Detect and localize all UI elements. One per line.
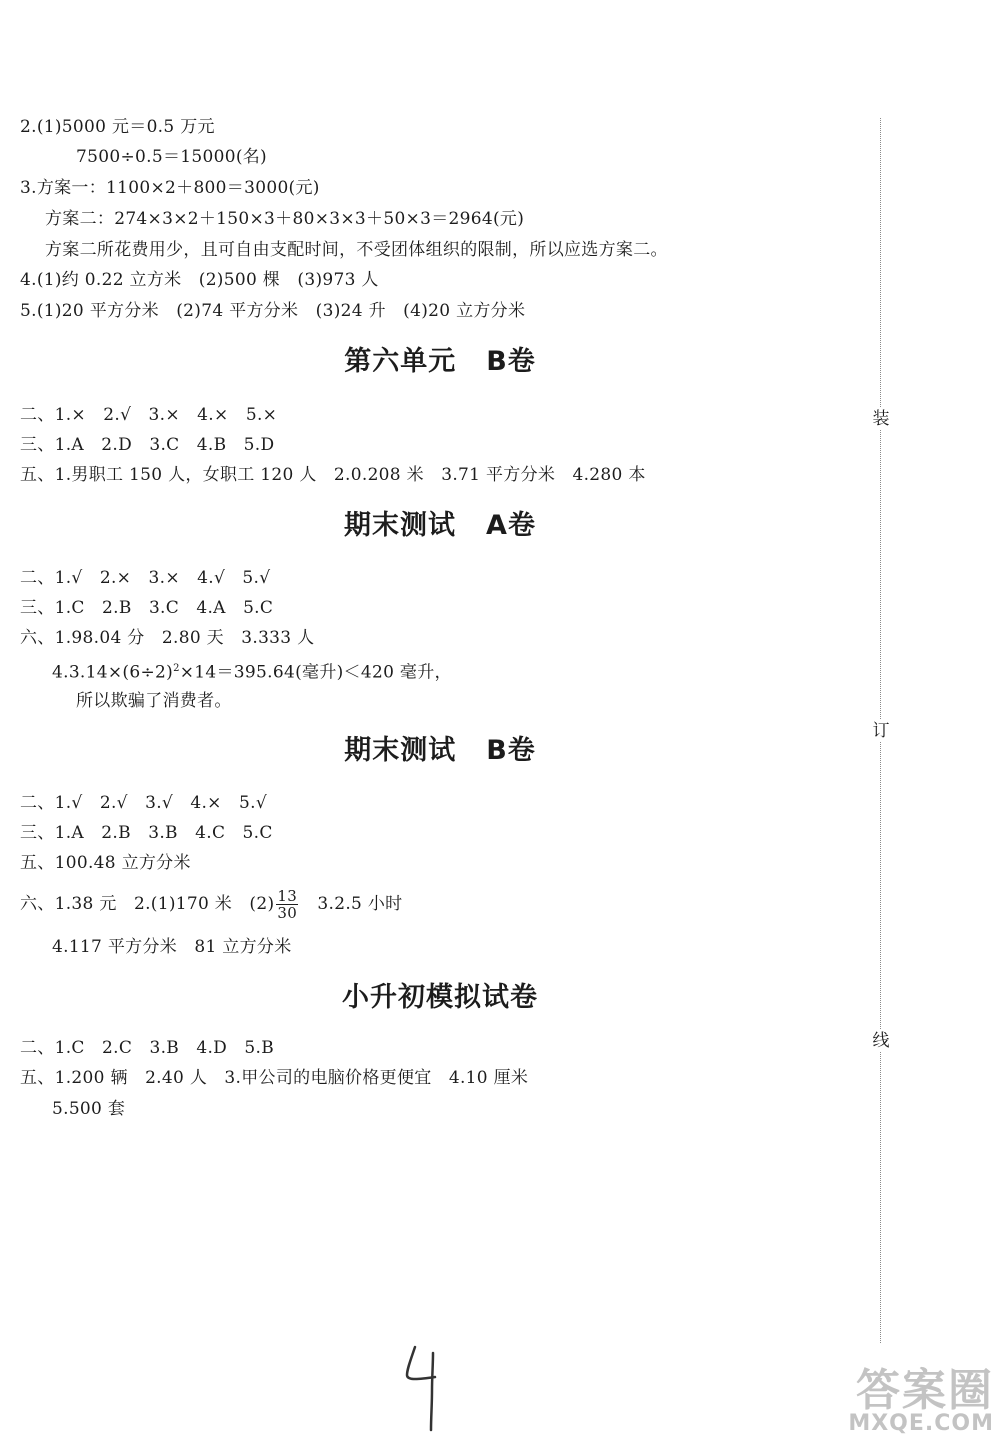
answer-line: 所以欺骗了消费者。 [76,691,232,711]
section-heading: 小升初模拟试卷 [342,982,538,1013]
section-heading-main: 期末测试 [344,735,457,766]
answer-part: 3.2.5 小时 [317,894,403,914]
formula-part: 4.3.14×(6÷2) [52,662,174,683]
formula-part: ×14＝395.64(毫升)＜420 毫升， [179,662,452,683]
answer-line: 二、1.C 2.C 3.B 4.D 5.B [20,1038,275,1058]
answer-line: 4.(1)约 0.22 立方米 (2)500 棵 (3)973 人 [20,270,379,290]
answer-line: 六、1.98.04 分 2.80 天 3.333 人 [20,628,315,648]
section-heading [260,733,620,769]
section-heading-main: 期末测试 [344,510,457,541]
answer-line: 三、1.C 2.B 3.C 4.A 5.C [20,598,274,618]
fraction-numerator: 13 [277,887,298,905]
section-heading-sub: A卷 [486,510,536,541]
answer-line: 二、1.× 2.√ 3.× 4.× 5.× [20,405,278,425]
answer-line: 方案二：274×3×2＋150×3＋80×3×3＋50×3＝2964(元) [45,209,525,229]
fraction [276,888,298,921]
answer-line: 7500÷0.5＝15000(名) [76,147,267,167]
answer-line: 3.方案一：1100×2＋800＝3000(元) [20,178,320,198]
watermark-logo-text: 答案圈 [856,1365,994,1416]
answer-line: 三、1.A 2.B 3.B 4.C 5.C [20,823,273,843]
answer-line [52,658,452,684]
answer-line: 五、1.男职工 150 人，女职工 120 人 2.0.208 米 3.71 平方分米 4.280 本 [20,465,646,485]
answer-line: 5.500 套 [52,1099,126,1119]
watermark-url: MXQE.COM [848,1411,994,1436]
site-watermark [820,1352,998,1440]
exponent: 2 [173,663,180,674]
answer-line: 五、100.48 立方分米 [20,853,191,873]
answer-line: 二、1.√ 2.√ 3.√ 4.× 5.√ [20,793,267,813]
answer-part: 六、1.38 元 2.(1)170 米 (2) [20,894,275,914]
handwritten-page-mark [395,1335,465,1435]
section-heading-sub: B卷 [486,346,536,377]
answer-line: 方案二所花费用少，且可自由支配时间，不受团体组织的限制，所以应选方案二。 [45,240,668,260]
answer-line: 2.(1)5000 元＝0.5 万元 [20,117,215,137]
binding-label: 线 [870,1030,892,1052]
binding-label: 装 [870,408,892,430]
binding-label: 订 [870,720,892,742]
answer-line: 5.(1)20 平方分米 (2)74 平方分米 (3)24 升 (4)20 立方分米 [20,301,526,321]
section-heading [260,344,620,380]
answer-line: 三、1.A 2.D 3.C 4.B 5.D [20,435,275,455]
answer-line [20,884,402,924]
section-heading-sub: B卷 [486,735,536,766]
answer-line: 五、1.200 辆 2.40 人 3.甲公司的电脑价格更便宜 4.10 厘米 [20,1068,529,1088]
section-heading [260,508,620,544]
fraction-denominator: 30 [277,904,298,922]
section-heading-main: 第六单元 [344,346,457,377]
answer-line: 二、1.√ 2.× 3.× 4.√ 5.√ [20,568,271,588]
answer-line: 4.117 平方分米 81 立方分米 [52,937,292,957]
